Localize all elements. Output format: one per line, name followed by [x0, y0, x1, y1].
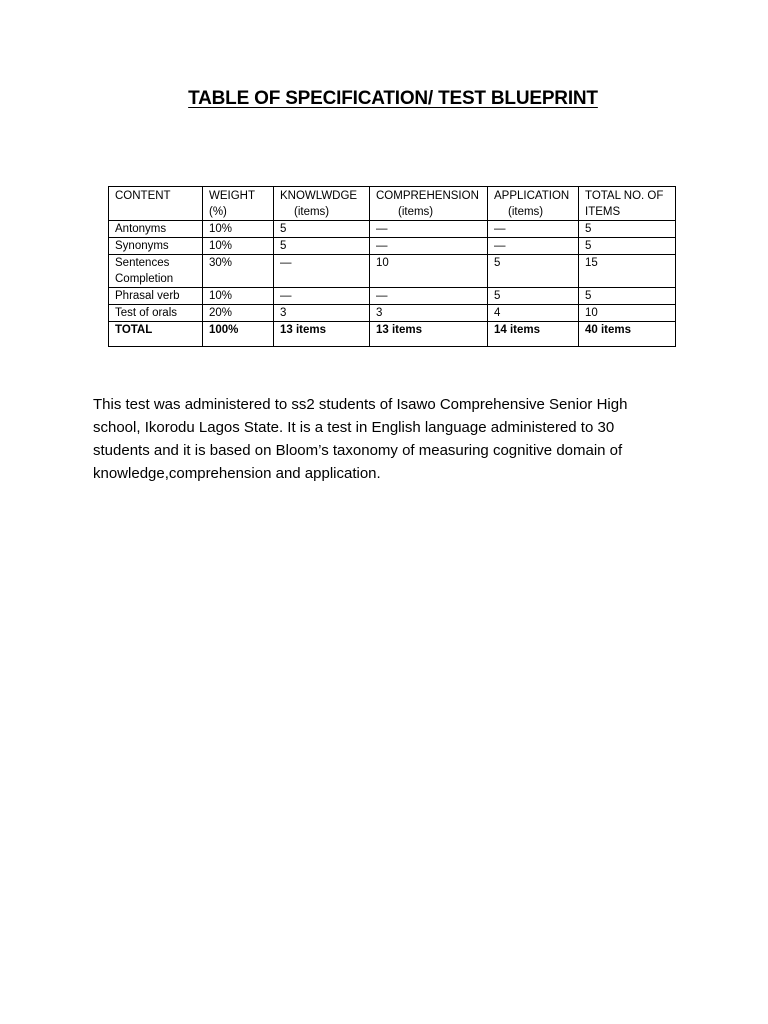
cell-weight: 10% [203, 288, 274, 305]
cell-total: 5 [579, 238, 676, 255]
total-knowledge: 13 items [274, 322, 370, 347]
total-content: TOTAL [109, 322, 203, 347]
table-header-row [109, 187, 676, 221]
cell-application: — [488, 238, 579, 255]
cell-comprehension: 3 [370, 305, 488, 322]
cell-content: Synonyms [109, 238, 203, 255]
cell-application: — [488, 221, 579, 238]
cell-knowledge: 5 [274, 221, 370, 238]
cell-knowledge: 5 [274, 238, 370, 255]
specification-table [108, 186, 676, 347]
table-row [109, 288, 676, 305]
table-total-row [109, 322, 676, 347]
cell-comprehension: — [370, 238, 488, 255]
cell-content: Sentences Completion [109, 255, 203, 288]
cell-knowledge: 3 [274, 305, 370, 322]
cell-comprehension: 10 [370, 255, 488, 288]
total-weight: 100% [203, 322, 274, 347]
cell-application: 5 [488, 255, 579, 288]
cell-knowledge: — [274, 255, 370, 288]
total-items: 40 items [579, 322, 676, 347]
table-row [109, 238, 676, 255]
cell-weight: 10% [203, 221, 274, 238]
cell-total: 5 [579, 288, 676, 305]
header-content: CONTENT [109, 187, 203, 221]
cell-total: 10 [579, 305, 676, 322]
cell-total: 15 [579, 255, 676, 288]
cell-total: 5 [579, 221, 676, 238]
cell-application: 5 [488, 288, 579, 305]
page-title [0, 88, 768, 110]
cell-weight: 10% [203, 238, 274, 255]
page-title-text: TABLE OF SPECIFICATION/ TEST BLUEPRINT [188, 88, 598, 109]
table-row [109, 255, 676, 288]
cell-weight: 20% [203, 305, 274, 322]
cell-knowledge: — [274, 288, 370, 305]
header-comprehension: COMPREHENSION (items) [370, 187, 488, 221]
cell-comprehension: — [370, 221, 488, 238]
description-paragraph: This test was administered to ss2 students of Isawo Comprehensive Senior High school, Ikorodu Lagos State. It is a test in English language administered to 30 students and it is based on Bloom’s taxonomy of measuring cognitive domain of knowledge,comprehension and application. [93, 396, 628, 482]
table-row [109, 305, 676, 322]
total-application: 14 items [488, 322, 579, 347]
header-knowledge: KNOWLWDGE (items) [274, 187, 370, 221]
cell-content: Phrasal verb [109, 288, 203, 305]
header-total: TOTAL NO. OF ITEMS [579, 187, 676, 221]
header-application: APPLICATION (items) [488, 187, 579, 221]
header-weight: WEIGHT (%) [203, 187, 274, 221]
table-row [109, 221, 676, 238]
cell-comprehension: — [370, 288, 488, 305]
cell-application: 4 [488, 305, 579, 322]
total-comprehension: 13 items [370, 322, 488, 347]
cell-content: Test of orals [109, 305, 203, 322]
cell-weight: 30% [203, 255, 274, 288]
cell-content: Antonyms [109, 221, 203, 238]
